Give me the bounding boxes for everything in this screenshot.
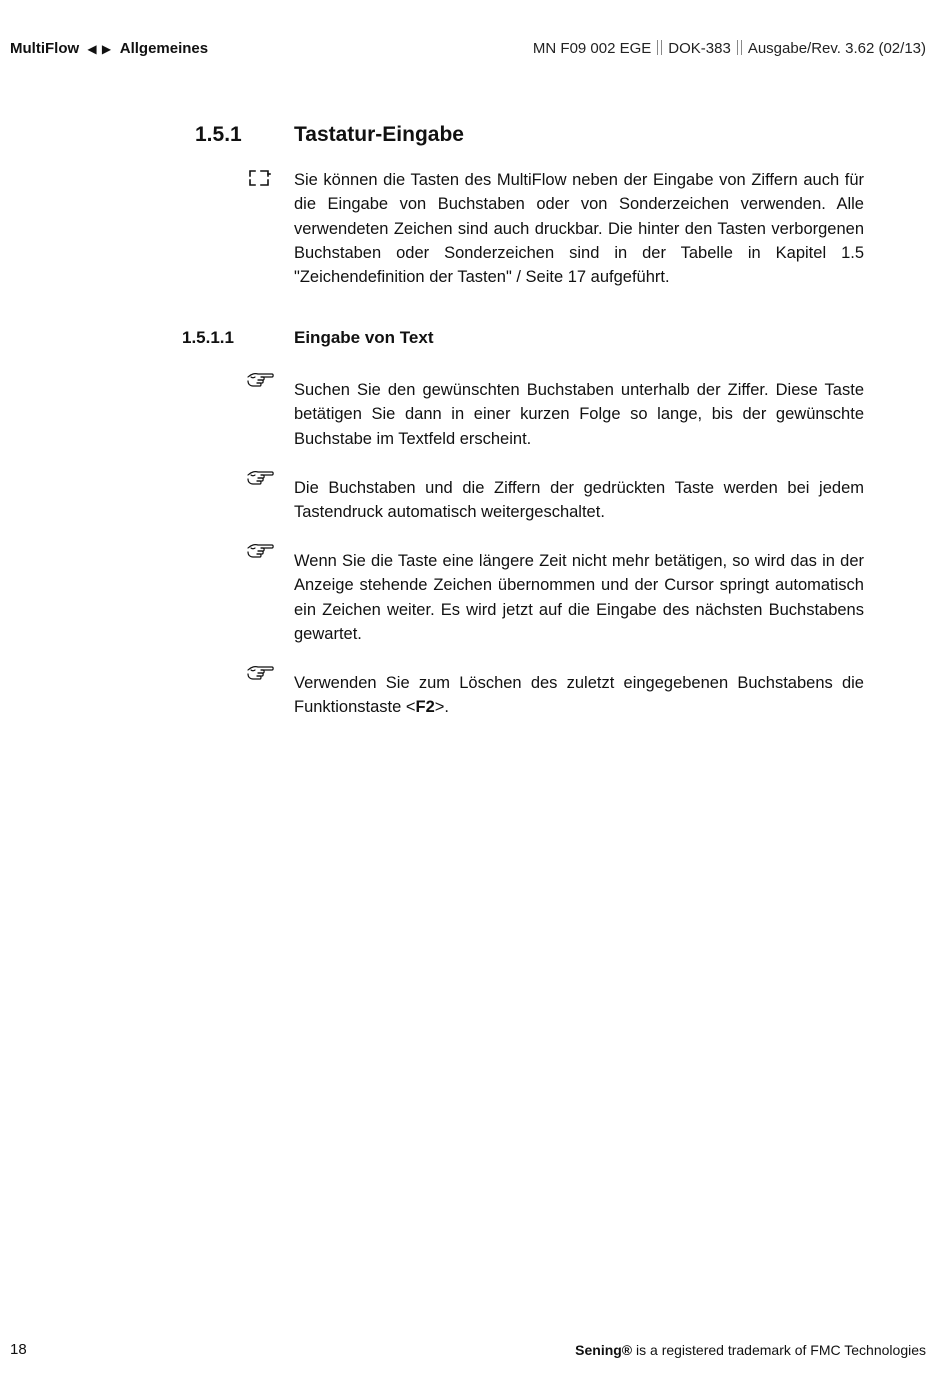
function-key-label: F2: [415, 698, 435, 717]
list-item: Wenn Sie die Taste eine längere Zeit nicht mehr betätigen, so wird das in der Anzeige stehende Zeichen übernommen und der Cursor springt automatisch ein Zeichen weiter. Es wird jetzt auf die Eingabe des nächsten Buchstabens gewartet.: [294, 552, 864, 643]
header-chapter-title: Allgemeines: [119, 40, 209, 57]
subsection-title: Eingabe von Text: [294, 328, 434, 347]
header-revision: Ausgabe/Rev. 3.62 (02/13): [747, 40, 926, 57]
pointing-hand-icon: [246, 370, 274, 390]
section-number: 1.5.1: [195, 123, 242, 146]
list-item-text-end: >.: [434, 698, 450, 717]
footer-trademark-text: is a registered trademark of FMC Technologies: [632, 1342, 926, 1358]
pointing-hand-icon: [246, 468, 274, 488]
list-item: Die Buchstaben und die Ziffern der gedrückten Taste werden bei jedem Tastendruck automatisch weitergeschaltet.: [294, 479, 864, 522]
list-item-text: Verwenden Sie zum Löschen des zuletzt eingegebenen Buchstabens die Funktionstaste <: [294, 674, 864, 717]
list-item: [294, 671, 864, 720]
nav-arrows-icon: ◀ ▶: [87, 42, 113, 56]
header-separator: [657, 40, 662, 55]
header-product: MultiFlow: [10, 40, 80, 57]
footer-trademark: [575, 1342, 926, 1358]
section-title: Tastatur-Eingabe: [294, 123, 464, 146]
section-intro-paragraph: Sie können die Tasten des MultiFlow neben der Eingabe von Ziffern auch für die Eingabe von Buchstaben oder von Sonderzeichen verwenden. Alle verwendeten Zeichen sind auch druckbar. Die hinter den Tasten verborgenen Buchstaben oder Sonderzeichen sind in der Tabelle in Kapitel 1.5 "Zeichendefinition der Tasten" / Seite 17 aufgeführt.: [294, 171, 864, 287]
header-document-info: [533, 40, 926, 57]
pointing-hand-icon: [246, 663, 274, 683]
subsection-number: 1.5.1.1: [182, 328, 234, 347]
list-item: Suchen Sie den gewünschten Buchstaben unterhalb der Ziffer. Diese Taste betätigen Sie dann in einer kurzen Folge so lange, bis der gewünschte Buchstabe im Textfeld erscheint.: [294, 381, 864, 448]
footer-brand: Sening®: [575, 1342, 633, 1358]
page-number: 18: [10, 1341, 27, 1358]
header-separator: [737, 40, 742, 55]
header-doc-number: MN F09 002 EGE: [532, 40, 652, 57]
pointing-hand-icon: [246, 541, 274, 561]
header-chapter: [10, 40, 208, 57]
frame-corners-icon: [246, 168, 274, 188]
header-doc-id: DOK-383: [668, 40, 731, 57]
